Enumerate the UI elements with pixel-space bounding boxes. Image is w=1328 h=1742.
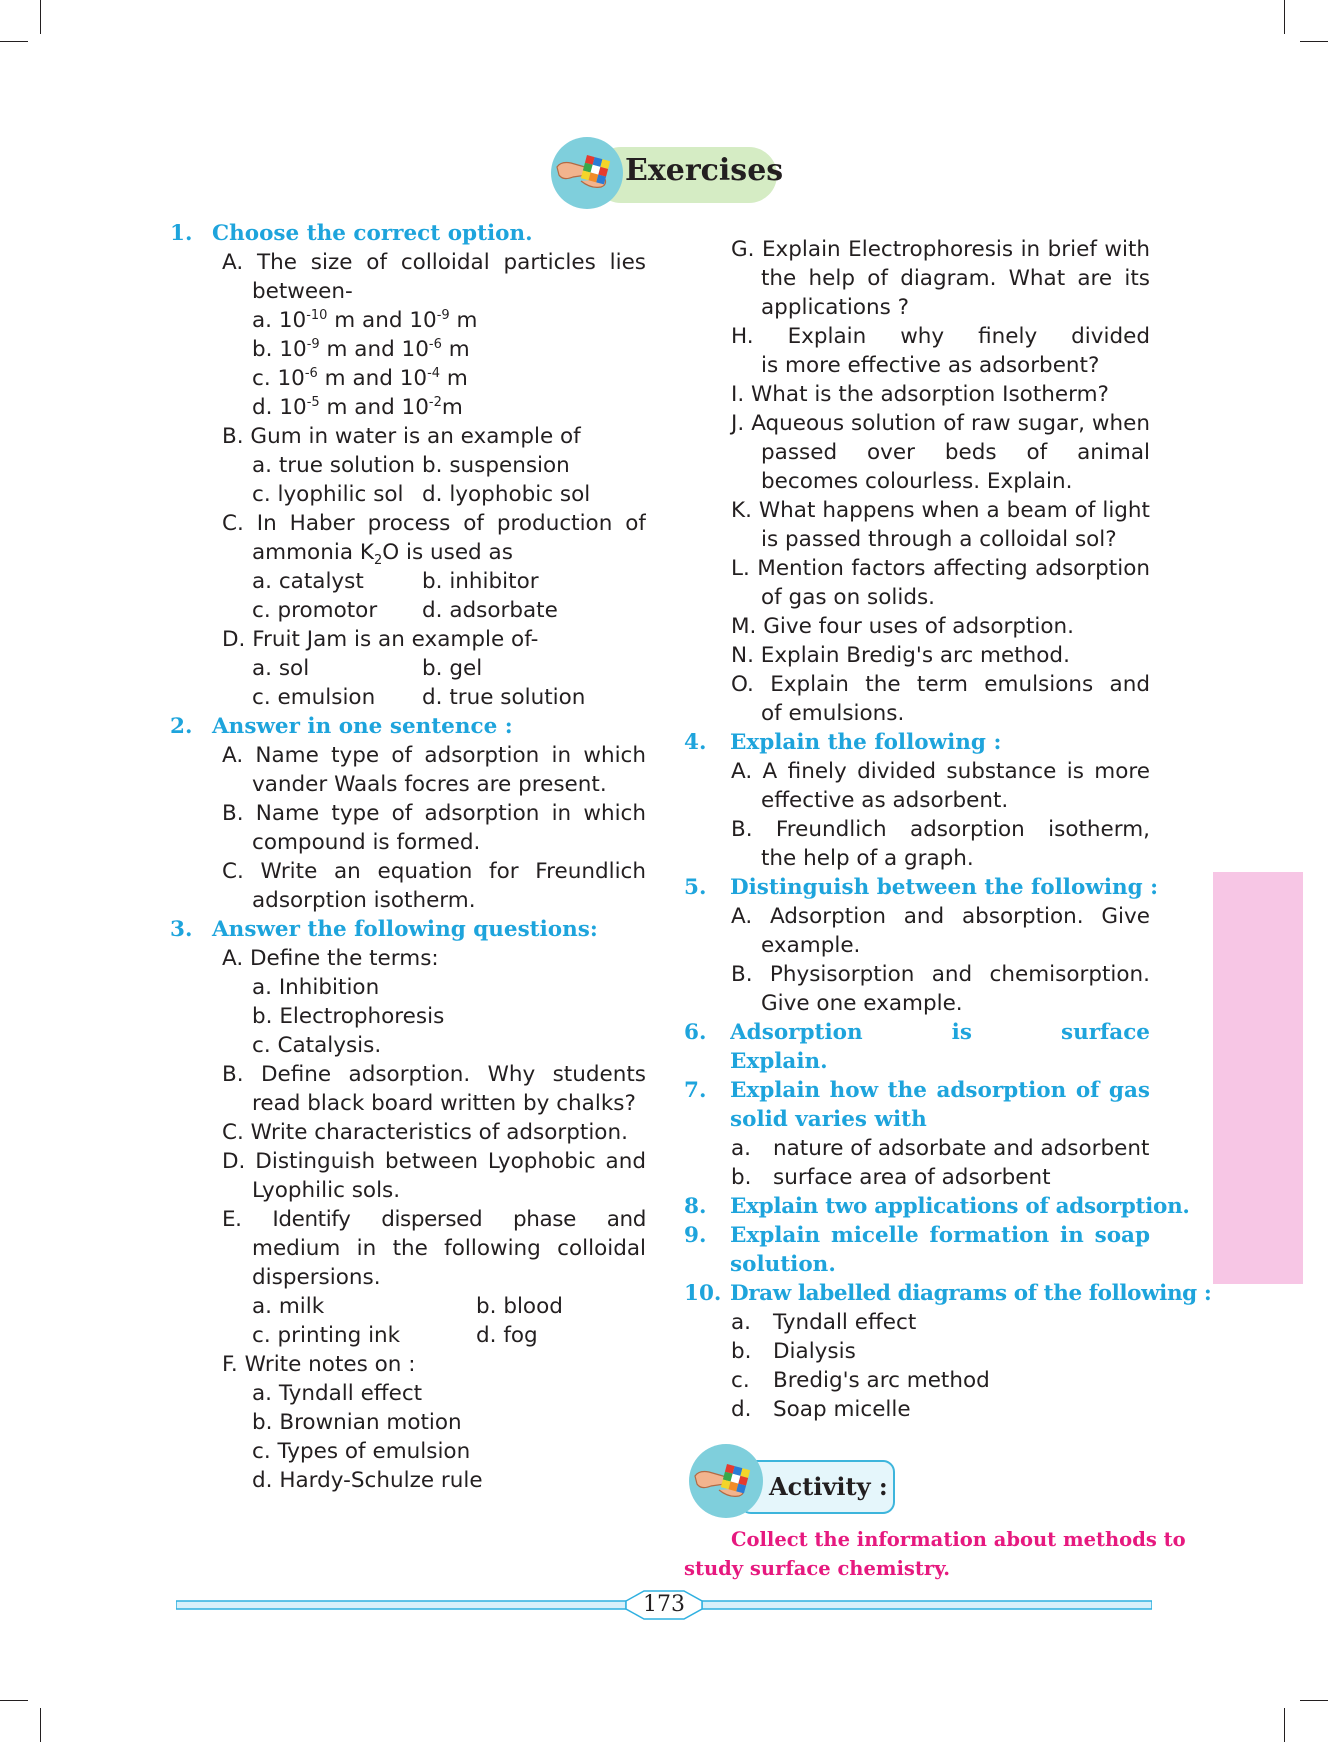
activity-text-line: study surface chemistry.	[684, 1557, 951, 1580]
q3-text: read black board written by chalks?	[252, 1091, 636, 1116]
q4-text: A. A finely divided substance is more	[731, 759, 1150, 784]
q3a-item: c. Catalysis.	[252, 1033, 382, 1058]
crop-mark	[0, 41, 28, 42]
q3f-item: b. Brownian motion	[252, 1410, 462, 1435]
crop-mark	[1284, 0, 1285, 34]
page-footer	[176, 1588, 1152, 1622]
q5-text: B. Physisorption and chemisorption.	[731, 962, 1150, 987]
q10-item: d. Soap micelle	[731, 1397, 911, 1422]
q1c-options-row: c. promotor d. adsorbate	[252, 598, 558, 623]
q7-item: a. nature of adsorbate and adsorbent	[731, 1136, 1150, 1161]
question-10-heading: 10. Draw labelled diagrams of the following :	[684, 1281, 1212, 1306]
exercises-header	[551, 137, 784, 211]
q2-text: B. Name type of adsorption in which	[222, 801, 646, 826]
q1a-option-d: d. $10^{-5}$ m and $10^{-2}m$	[252, 395, 463, 420]
q1a-option-c: c. $10^{-6}$ m and $10^{-4}$ m	[252, 366, 468, 391]
q3f-item: a. Tyndall effect	[252, 1381, 423, 1406]
q3j-text: passed over beds of animal	[761, 440, 1150, 465]
crop-mark	[1300, 41, 1328, 42]
q1a-option-b: b. $10^{-9}$ m and $10^{-6}$ m	[252, 337, 470, 362]
q7-item: b. surface area of adsorbent	[731, 1165, 1051, 1190]
q1c-options-row: a. catalyst b. inhibitor	[252, 569, 539, 594]
question-2-heading: 2. Answer in one sentence :	[170, 714, 513, 739]
q1d-options-row: a. sol b. gel	[252, 656, 483, 681]
q1d-options-row: c. emulsion d. true solution	[252, 685, 586, 710]
question-9-heading: solution.	[730, 1252, 836, 1277]
q3a-item: b. Electrophoresis	[252, 1004, 445, 1029]
exercises-title: Exercises	[625, 153, 784, 188]
q1b-options-row: a. true solution b. suspension	[252, 453, 570, 478]
q2-text: A. Name type of adsorption in which	[222, 743, 646, 768]
q3o-text: of emulsions.	[761, 701, 905, 726]
q3g-text: G. Explain Electrophoresis in brief with	[731, 237, 1150, 262]
q3-text: B. Define adsorption. Why students	[222, 1062, 646, 1087]
q3-text: Lyophilic sols.	[252, 1178, 401, 1203]
left-column	[170, 219, 646, 1495]
q10-item: b. Dialysis	[731, 1339, 856, 1364]
crop-mark	[1300, 1700, 1328, 1701]
q2-text: C. Write an equation for Freundlich	[222, 859, 646, 884]
q1d-text: D. Fruit Jam is an example of-	[222, 627, 539, 652]
q10-item: c. Bredig's arc method	[731, 1368, 990, 1393]
q3f-text: F. Write notes on :	[222, 1352, 416, 1377]
q3-text: medium in the following colloidal	[252, 1236, 646, 1261]
activity-text-line: Collect the information about methods to	[731, 1528, 1186, 1551]
q3-text: dispersions.	[252, 1265, 381, 1290]
crop-mark	[40, 0, 41, 34]
crop-mark	[1284, 1708, 1285, 1742]
q3e-options-row: c. printing ink d. fog	[252, 1323, 538, 1348]
q3k-text: K. What happens when a beam of light	[731, 498, 1150, 523]
q5-text: A. Adsorption and absorption. Give	[731, 904, 1150, 929]
side-tab	[1213, 872, 1303, 1284]
q3-text: E. Identify dispersed phase and	[222, 1207, 646, 1232]
question-1-heading: 1. Choose the correct option.	[170, 221, 533, 246]
q3g-text: applications ?	[761, 295, 910, 320]
activity-title: Activity :	[769, 1472, 888, 1501]
q3j-text: J. Aqueous solution of raw sugar, when	[731, 411, 1150, 436]
q4-text: effective as adsorbent.	[761, 788, 1009, 813]
q1c-text: ammonia $K_2O$ is used as	[252, 540, 513, 568]
q3h-text: H. Explain why finely divided	[731, 324, 1150, 349]
q1a-text: between-	[252, 279, 353, 304]
q3l-text: of gas on solids.	[761, 585, 936, 610]
q3a-item: a. Inhibition	[252, 975, 380, 1000]
q3a-text: A. Define the terms:	[222, 946, 439, 971]
question-8-heading: 8. Explain two applications of adsorption.	[684, 1194, 1190, 1219]
q3m-text: M. Give four uses of adsorption.	[731, 614, 1074, 639]
question-7-heading: 7. Explain how the adsorption of gas	[684, 1078, 1150, 1103]
hand-cube-icon	[689, 1444, 763, 1518]
q1b-text: B. Gum in water is an example of	[222, 424, 581, 449]
question-6-heading: 6. Adsorption is surface	[684, 1020, 1150, 1045]
q1a-text: A. The size of colloidal particles lies	[222, 250, 646, 275]
q1b-options-row: c. lyophilic sol d. lyophobic sol	[252, 482, 591, 507]
q3o-text: O. Explain the term emulsions and	[731, 672, 1150, 697]
q3k-text: is passed through a colloidal sol?	[761, 527, 1117, 552]
question-7-heading: solid varies with	[730, 1107, 927, 1132]
q3-text: C. Write characteristics of adsorption.	[222, 1120, 628, 1145]
right-column	[684, 235, 1212, 1424]
q3e-options-row: a. milk b. blood	[252, 1294, 563, 1319]
q1c-text: C. In Haber process of production of	[222, 511, 646, 536]
q3n-text: N. Explain Bredig's arc method.	[731, 643, 1070, 668]
activity-text	[684, 1525, 1186, 1583]
q3-text: D. Distinguish between Lyophobic and	[222, 1149, 646, 1174]
q5-text: Give one example.	[761, 991, 963, 1016]
q4-text: B. Freundlich adsorption isotherm,	[731, 817, 1150, 842]
q3f-item: d. Hardy-Schulze rule	[252, 1468, 483, 1493]
question-5-heading: 5. Distinguish between the following :	[684, 875, 1159, 900]
q3l-text: L. Mention factors affecting adsorption	[731, 556, 1150, 581]
q3j-text: becomes colourless. Explain.	[761, 469, 1073, 494]
crop-mark	[0, 1700, 28, 1701]
q5-text: example.	[761, 933, 861, 958]
hand-cube-icon	[551, 137, 625, 211]
q2-text: vander Waals focres are present.	[252, 772, 607, 797]
q3g-text: the help of diagram. What are its	[761, 266, 1150, 291]
page-number: 173	[643, 1592, 685, 1617]
q3h-text: is more effective as adsorbent?	[761, 353, 1100, 378]
q2-text: compound is formed.	[252, 830, 481, 855]
question-9-heading: 9. Explain micelle formation in soap	[684, 1223, 1150, 1248]
crop-mark	[40, 1708, 41, 1742]
question-4-heading: 4. Explain the following :	[684, 730, 1002, 755]
q1a-option-a: a. $10^{-10}$ m and $10^{-9}$ m	[252, 308, 478, 333]
question-3-heading: 3. Answer the following questions:	[170, 917, 598, 942]
q4-text: the help of a graph.	[761, 846, 974, 871]
q2-text: adsorption isotherm.	[252, 888, 476, 913]
activity-header	[689, 1444, 895, 1520]
q10-item: a. Tyndall effect	[731, 1310, 917, 1335]
q3f-item: c. Types of emulsion	[252, 1439, 471, 1464]
question-6-heading: Explain.	[730, 1049, 828, 1074]
q3i-text: I. What is the adsorption Isotherm?	[731, 382, 1109, 407]
